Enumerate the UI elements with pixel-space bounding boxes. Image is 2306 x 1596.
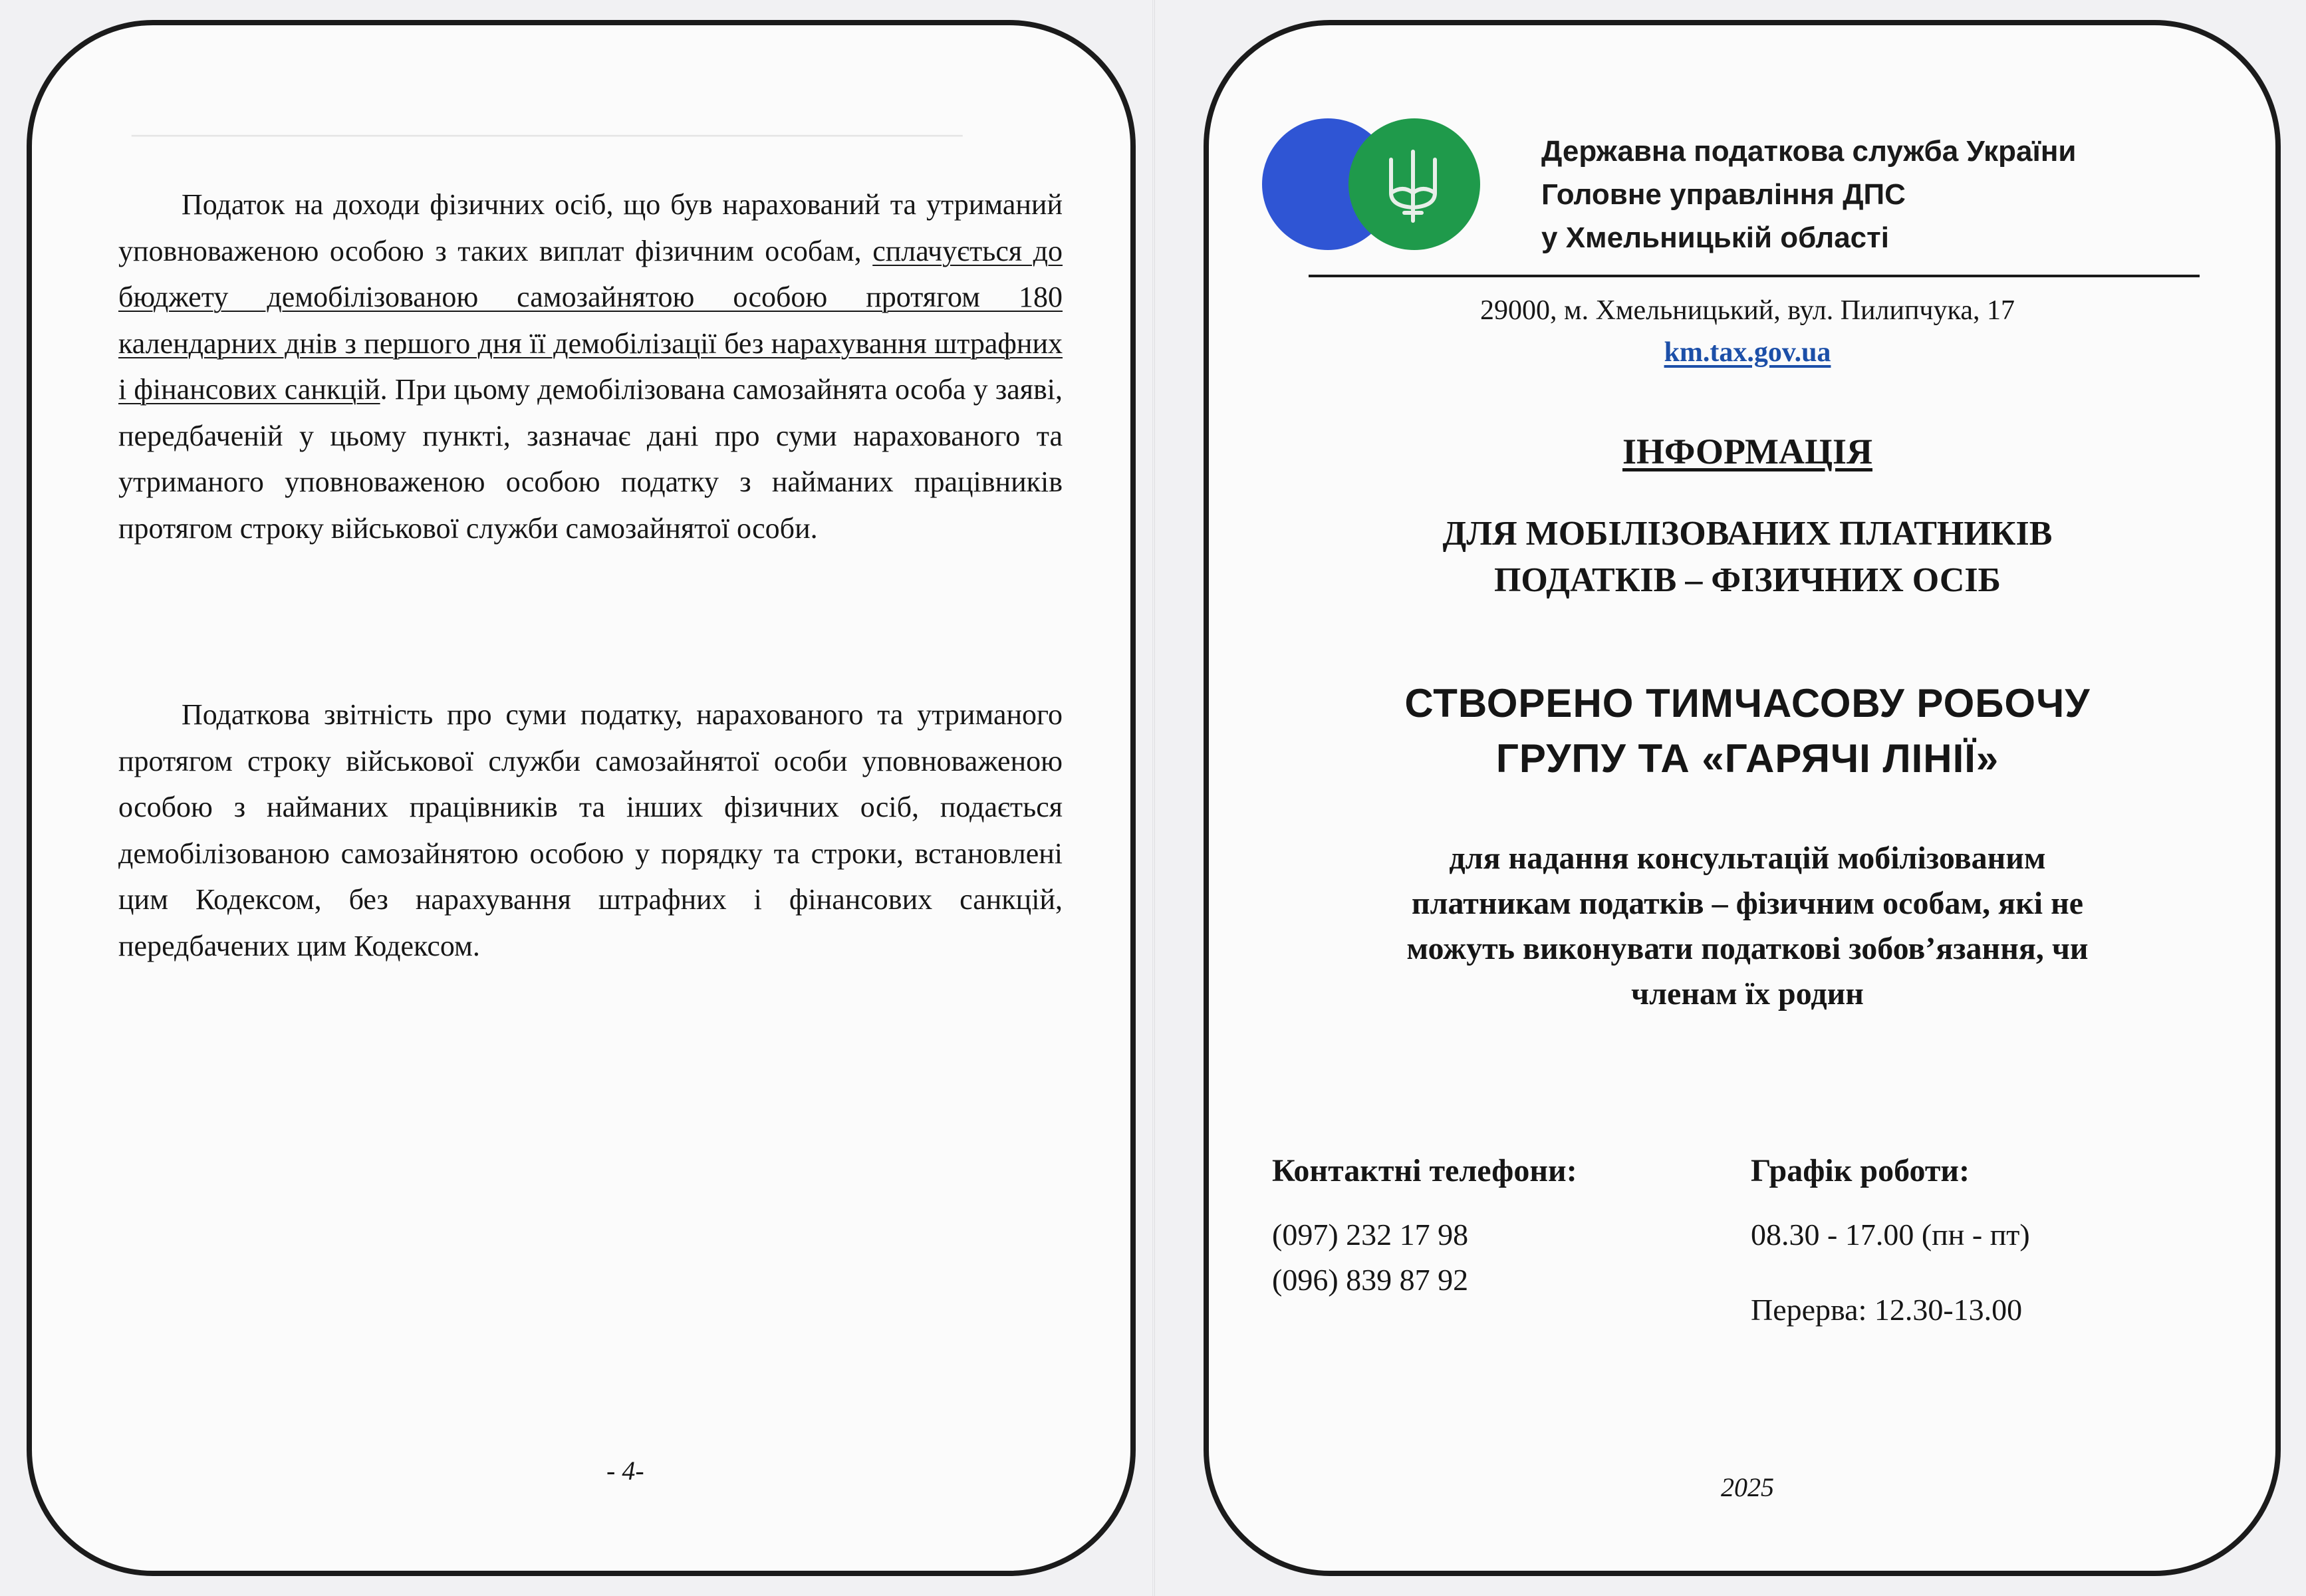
right-page-panel bbox=[1204, 20, 2281, 1576]
purpose-line-1: для надання консультацій мобілізованим bbox=[1449, 841, 2046, 876]
trident-icon bbox=[1383, 146, 1443, 226]
phone-number-1[interactable]: (097) 232 17 98 bbox=[1272, 1218, 1469, 1252]
org-name-line-2: Головне управління ДПС bbox=[1541, 178, 1906, 211]
subtitle-line-1: ДЛЯ МОБІЛІЗОВАНИХ ПЛАТНИКІВ bbox=[1442, 515, 2053, 553]
purpose-line-3: можуть виконувати податкові зобов’язання, чи bbox=[1406, 931, 2089, 966]
schedule-label: Графік роботи: bbox=[1751, 1153, 1970, 1188]
page-number: - 4- bbox=[606, 1456, 644, 1486]
org-name-line-3: у Хмельницькій області bbox=[1541, 221, 1889, 254]
address: 29000, м. Хмельницький, вул. Пилипчука, 17 bbox=[1480, 295, 2015, 326]
purpose-line-4: членам їх родин bbox=[1631, 976, 1864, 1011]
underlined-text: сплачується до бюджету демобілізованою самозайнятою особою протягом 180 календарних днів з першого дня її демобілізації без нарахування штрафних і фінансових санкцій bbox=[118, 234, 1063, 406]
headline-line-2: ГРУПУ ТА «ГАРЯЧІ ЛІНІЇ» bbox=[1495, 736, 1999, 781]
tax-payment-paragraph bbox=[118, 182, 1063, 551]
website-link[interactable]: km.tax.gov.ua bbox=[1664, 337, 1831, 368]
page-fold bbox=[1152, 0, 1155, 1596]
header-divider bbox=[1309, 275, 2200, 277]
tax-reporting-paragraph: Податкова звітність про суми податку, нарахованого та утриманого протягом строку військової служби самозайнятої особи уповноваженою особою з найманих працівників та інших фізичних осіб, подається демобілізованою самозайнятою особою у порядку та строки, встановлені цим Кодексом, без нарахування штрафних і фінансових санкцій, передбачених цим Кодексом. bbox=[118, 698, 1063, 962]
info-title: ІНФОРМАЦІЯ bbox=[1622, 432, 1872, 471]
paragraph-text: Податок на доходи фізичних осіб, що був нарахований та утриманий уповноваженою особою з таких виплат фізичним особам, bbox=[118, 188, 1063, 267]
org-name-line-1: Державна податкова служба України bbox=[1541, 135, 2077, 168]
schedule-hours: 08.30 - 17.00 (пн - пт) bbox=[1751, 1218, 2030, 1252]
paragraph-text: . При цьому демобілізована самозайнята особа у заяві, передбаченій у цьому пункті, зазначає дані про суми нарахованого та утриманого уповноваженою особою податку з найманих працівників протягом строку військової служби самозайнятої особи. bbox=[118, 373, 1063, 545]
subtitle-line-2: ПОДАТКІВ – ФІЗИЧНИХ ОСІБ bbox=[1493, 561, 2001, 599]
publication-year: 2025 bbox=[1721, 1472, 1774, 1502]
headline-line-1: СТВОРЕНО ТИМЧАСОВУ РОБОЧУ bbox=[1404, 681, 2091, 726]
phone-number-2[interactable]: (096) 839 87 92 bbox=[1272, 1263, 1469, 1297]
purpose-line-2: платникам податків – фізичним особам, які не bbox=[1411, 886, 2084, 921]
contact-phones-label: Контактні телефони: bbox=[1272, 1153, 1577, 1188]
schedule-break: Перерва: 12.30-13.00 bbox=[1751, 1293, 2023, 1327]
left-page-panel bbox=[27, 20, 1136, 1576]
bleed-through-text: ───────────────────────────────────────────────── bbox=[132, 122, 963, 148]
